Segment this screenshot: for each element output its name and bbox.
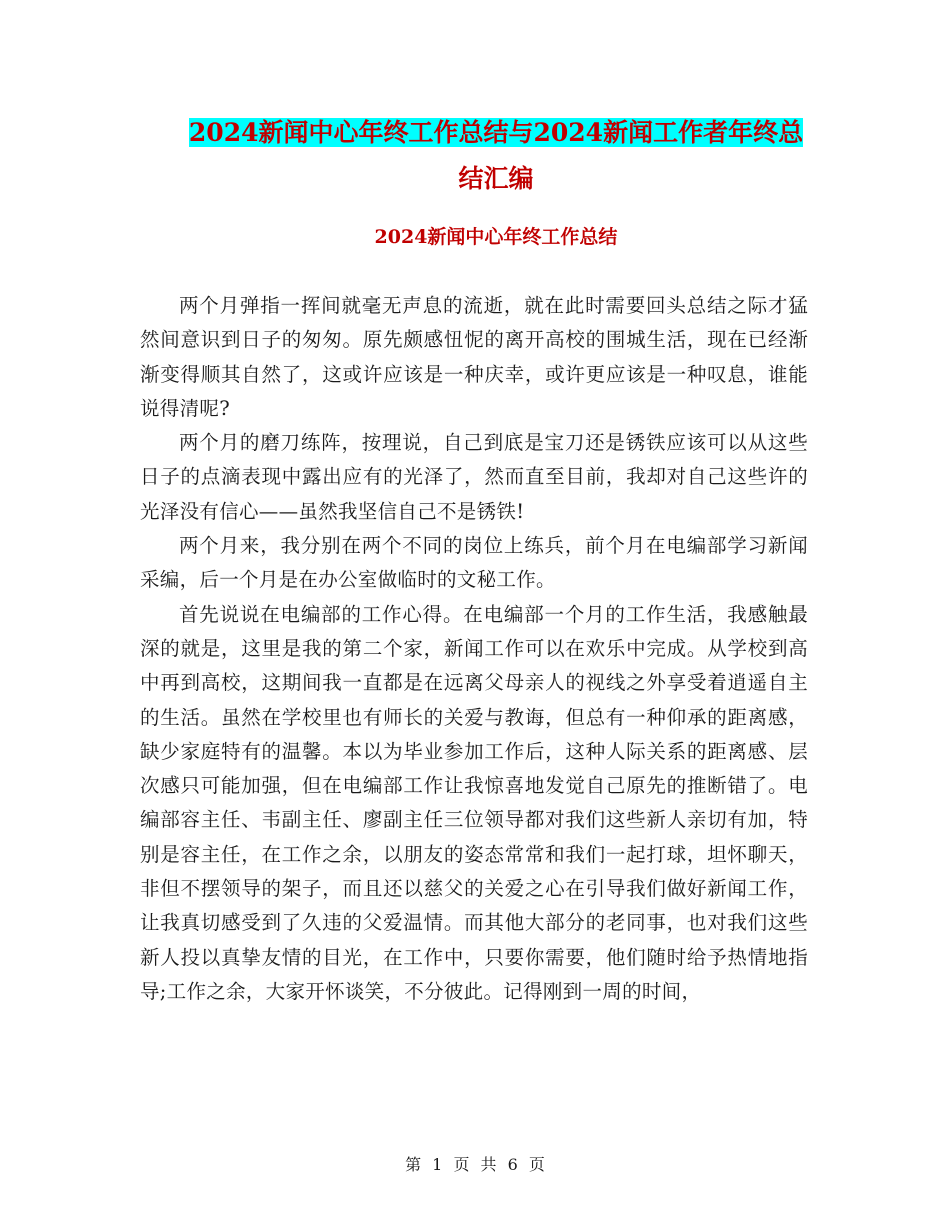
section-title: 2024新闻中心年终工作总结 (374, 226, 618, 248)
paragraph: 两个月的磨刀练阵，按理说，自己到底是宝刀还是锈铁应该可以从这些日子的点滴表现中露出应有的光泽了，然而直至目前，我却对自己这些许的光泽没有信心——虽然我坚信自己不是锈铁! (140, 431, 808, 523)
paragraph: 首先说说在电编部的工作心得。在电编部一个月的工作生活，我感触最深的就是，这里是我的第二个家，新闻工作可以在欢乐中完成。从学校到高中再到高校，这期间我一直都是在远离父母亲人的视线之外享受着逍遥自主的生活。虽然在学校里也有师长的关爱与教诲，但总有一种仰承的距离感，缺少家庭特有的温馨。本以为毕业参加工作后，这种人际关系的距离感、层次感只可能加强，但在电编部工作让我惊喜地发觉自己原先的推断错了。电编部容主任、韦副主任、廖副主任三位领导都对我们这些新人亲切有加，特别是容主任，在工作之余，以朋友的姿态常常和我们一起打球，坦怀聊天，非但不摆领导的架子，而且还以慈父的关爱之心在引导我们做好新闻工作，让我真切感受到了久违的父爱温情。而其他大部分的老同事，也对我们这些新人投以真挚友情的目光，在工作中，只要你需要，他们随时给予热情地指导;工作之余，大家开怀谈笑，不分彼此。记得刚到一周的时间， (140, 602, 808, 1003)
document-title-line2: 结汇编 (458, 164, 534, 193)
document-title (140, 110, 852, 202)
document-title-line1: 2024新闻中心年终工作总结与2024新闻工作者年终总 (188, 118, 804, 147)
paragraph: 两个月弹指一挥间就毫无声息的流逝，就在此时需要回头总结之际才猛然间意识到日子的匆匆。原先颇感忸怩的离开高校的围城生活，现在已经渐渐变得顺其自然了，这或许应该是一种庆幸，或许更应该是一种叹息，谁能说得清呢? (140, 294, 808, 420)
page-footer: 第 1 页 共 6 页 (405, 1155, 545, 1174)
paragraph: 两个月来，我分别在两个不同的岗位上练兵，前个月在电编部学习新闻采编，后一个月是在办公室做临时的文秘工作。 (140, 534, 808, 592)
document-body (140, 289, 808, 1009)
